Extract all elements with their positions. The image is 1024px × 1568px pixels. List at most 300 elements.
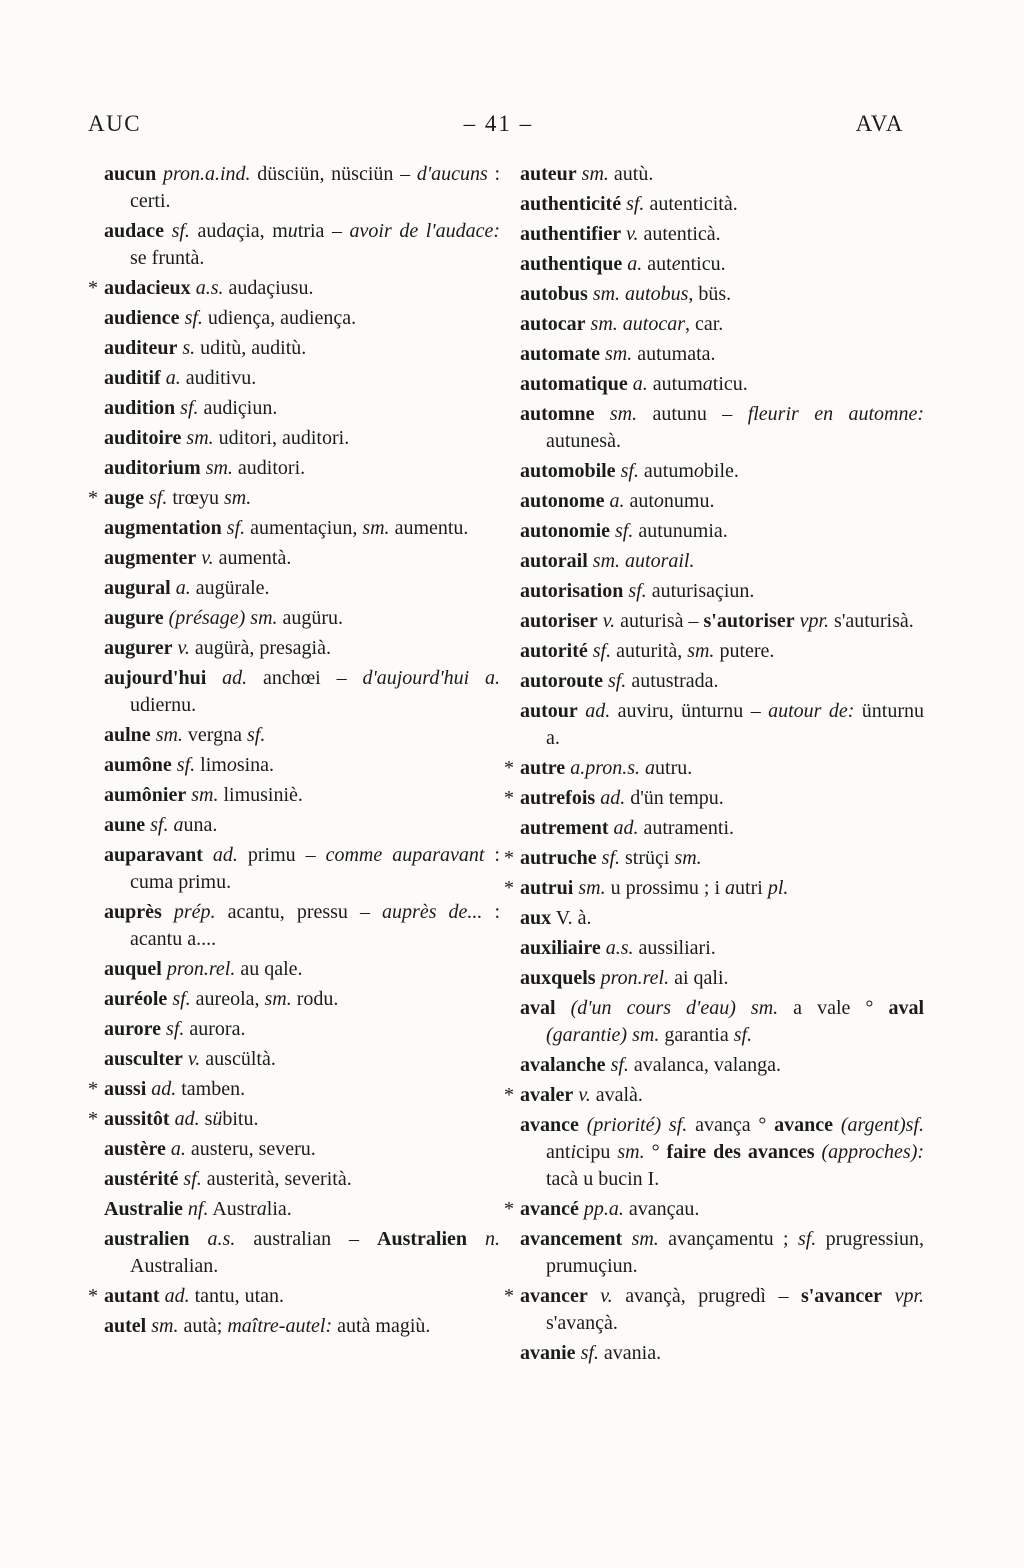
text-run: autà magiù. bbox=[332, 1315, 431, 1337]
text-run: aud bbox=[189, 220, 227, 242]
text-run: s. bbox=[182, 337, 196, 359]
text-run: a bbox=[725, 877, 736, 899]
dictionary-entry bbox=[104, 635, 500, 662]
text-run: (argent)sf. bbox=[840, 1114, 924, 1136]
text-run: ad. bbox=[212, 844, 238, 866]
text-run: sm. bbox=[592, 550, 621, 572]
text-run: s'avancer bbox=[800, 1285, 883, 1307]
dictionary-entry bbox=[504, 1082, 924, 1109]
text-run: lia. bbox=[266, 1198, 292, 1220]
text-run: avançà, prugredì – bbox=[612, 1285, 801, 1307]
text-run: nf. bbox=[187, 1198, 209, 1220]
text-run: autenticità. bbox=[644, 193, 738, 215]
text-run: aut bbox=[624, 490, 654, 512]
text-run: tacà u bucin I. bbox=[546, 1168, 660, 1190]
text-run: ad. bbox=[585, 700, 611, 722]
text-run: v. bbox=[602, 610, 616, 632]
text-run: bile. bbox=[703, 460, 739, 482]
text-run bbox=[164, 220, 172, 242]
text-run: avania. bbox=[598, 1342, 662, 1364]
dictionary-entry bbox=[104, 1313, 500, 1340]
dictionary-entry bbox=[104, 575, 500, 602]
dictionary-entry bbox=[504, 1196, 924, 1223]
dictionary-entry bbox=[104, 455, 500, 482]
text-run: autunu – bbox=[637, 403, 748, 425]
text-run: : cuma primu. bbox=[130, 844, 500, 893]
text-run: ad. bbox=[151, 1078, 177, 1100]
text-run: v. bbox=[600, 1285, 613, 1307]
dictionary-entry bbox=[520, 281, 924, 308]
text-run: sm. bbox=[205, 457, 233, 479]
text-run: avalà. bbox=[590, 1084, 643, 1106]
text-run: Austr bbox=[208, 1198, 257, 1220]
dictionary-entry bbox=[504, 1283, 925, 1337]
text-run: udiença, audiença. bbox=[202, 307, 357, 329]
text-run: sf. bbox=[184, 307, 203, 329]
text-run: sf. bbox=[620, 460, 639, 482]
dictionary-entry bbox=[520, 548, 924, 575]
text-run: a bbox=[256, 1198, 267, 1220]
text-run: o bbox=[653, 490, 664, 512]
text-run: a. bbox=[170, 1138, 186, 1160]
headword: audace bbox=[104, 220, 164, 242]
text-run: vergna bbox=[182, 724, 247, 746]
text-run: tamben. bbox=[176, 1078, 246, 1100]
text-run: aumentu. bbox=[389, 517, 469, 539]
dictionary-entry bbox=[104, 515, 500, 542]
headword: aucun bbox=[104, 163, 157, 185]
text-run: sf. bbox=[180, 397, 199, 419]
text-run: o bbox=[226, 754, 237, 776]
text-run: lim bbox=[195, 754, 227, 776]
dictionary-entry bbox=[104, 335, 500, 362]
text-run: a.s. bbox=[195, 277, 224, 299]
headword: automate bbox=[520, 343, 600, 365]
right-column bbox=[504, 161, 924, 1370]
text-run: sm. bbox=[604, 343, 633, 365]
headword: avancer bbox=[520, 1285, 588, 1307]
text-run: auditivu. bbox=[180, 367, 257, 389]
text-run: cipu bbox=[576, 1141, 618, 1163]
dictionary-entry bbox=[520, 995, 924, 1049]
headword: automobile bbox=[520, 460, 616, 482]
headword: aussi bbox=[104, 1078, 147, 1100]
headword: auditorium bbox=[104, 457, 201, 479]
text-run: vpr. bbox=[894, 1285, 925, 1307]
dictionary-entry bbox=[520, 488, 924, 515]
headword: auparavant bbox=[104, 844, 203, 866]
dictionary-entry bbox=[520, 341, 924, 368]
text-run: australian – bbox=[235, 1228, 378, 1250]
text-run: ant bbox=[546, 1141, 571, 1163]
text-run: , büs. bbox=[688, 283, 732, 305]
text-run: avançau. bbox=[623, 1198, 700, 1220]
text-run: auturisà – bbox=[615, 610, 704, 632]
text-run: sf. bbox=[797, 1228, 817, 1250]
headword: autorisation bbox=[520, 580, 624, 602]
text-run: se fruntà. bbox=[130, 247, 205, 269]
dictionary-entry bbox=[520, 191, 924, 218]
text-run: (garantie) sm. bbox=[546, 1024, 660, 1046]
text-run: a. bbox=[627, 253, 643, 275]
text-run: aut bbox=[642, 253, 672, 275]
text-run: bitu. bbox=[222, 1108, 259, 1130]
text-run: autobus bbox=[625, 283, 689, 305]
text-run: pron.a.ind. bbox=[162, 163, 251, 185]
star-marker: * bbox=[504, 787, 514, 809]
dictionary-entry bbox=[520, 935, 924, 962]
text-run: a.s. bbox=[605, 937, 634, 959]
text-run: : acantu a.... bbox=[130, 901, 501, 950]
headword: auxquels bbox=[520, 967, 596, 989]
text-run: sm. bbox=[151, 1315, 179, 1337]
star-marker: * bbox=[88, 277, 98, 299]
dictionary-entry bbox=[520, 668, 924, 695]
dictionary-entry bbox=[104, 1166, 500, 1193]
text-run: augüru. bbox=[277, 607, 344, 629]
headword: avaler bbox=[520, 1084, 574, 1106]
text-run: çia, m bbox=[236, 220, 288, 242]
text-run: ad. bbox=[600, 787, 626, 809]
text-run: sf. bbox=[628, 580, 647, 602]
headword: auréole bbox=[104, 988, 168, 1010]
dictionary-entry bbox=[104, 1046, 500, 1073]
headword: aumônier bbox=[104, 784, 187, 806]
dictionary-entry bbox=[520, 311, 924, 338]
dictionary-entry bbox=[520, 905, 924, 932]
text-run bbox=[206, 667, 222, 689]
headword: auquel bbox=[104, 958, 162, 980]
text-run: au qale. bbox=[235, 958, 303, 980]
text-run: sf. bbox=[580, 1342, 599, 1364]
dictionary-entry bbox=[104, 842, 500, 896]
dictionary-entry bbox=[520, 221, 924, 248]
text-run: una. bbox=[183, 814, 218, 836]
dictionary-entry bbox=[104, 899, 500, 953]
headword: authentique bbox=[520, 253, 623, 275]
headword: audition bbox=[104, 397, 176, 419]
text-run: sf. bbox=[150, 814, 169, 836]
text-run: sf. bbox=[246, 724, 266, 746]
text-run: a bbox=[702, 373, 713, 395]
text-run: s bbox=[199, 1108, 213, 1130]
text-run: V. à. bbox=[551, 907, 592, 929]
text-run: nticu. bbox=[680, 253, 726, 275]
text-run: sm. bbox=[578, 877, 606, 899]
dictionary-entry bbox=[104, 218, 500, 272]
text-run: avançamentu ; bbox=[658, 1228, 798, 1250]
text-run: sf. bbox=[601, 847, 621, 869]
text-run: sm. bbox=[631, 1228, 659, 1250]
text-run: sf. bbox=[592, 640, 612, 662]
dictionary-entry bbox=[104, 752, 500, 779]
text-run: a.pron.s. bbox=[570, 757, 641, 779]
text-run: autustrada. bbox=[626, 670, 719, 692]
text-run: sm. bbox=[186, 427, 214, 449]
headword: avanie bbox=[520, 1342, 576, 1364]
star-marker: * bbox=[504, 1285, 514, 1307]
text-run: sf. bbox=[615, 520, 634, 542]
headword: autorité bbox=[520, 640, 588, 662]
dictionary-entry bbox=[104, 395, 500, 422]
text-run: sf. bbox=[626, 193, 645, 215]
text-run: aureola, bbox=[190, 988, 265, 1010]
text-run: aval bbox=[888, 997, 925, 1019]
text-run: aumentaçiun, bbox=[245, 517, 363, 539]
text-run bbox=[622, 1228, 631, 1250]
text-run: a bbox=[645, 757, 656, 779]
text-run bbox=[190, 1228, 208, 1250]
text-run: autenticà. bbox=[638, 223, 721, 245]
text-run: sm. bbox=[674, 847, 702, 869]
text-run: u pr bbox=[605, 877, 643, 899]
text-run: utru. bbox=[655, 757, 693, 779]
text-run: autù. bbox=[608, 163, 654, 185]
text-run: primu – bbox=[237, 844, 326, 866]
headword: auteur bbox=[520, 163, 577, 185]
dictionary-entry bbox=[88, 275, 500, 302]
text-run: Australien bbox=[377, 1228, 468, 1250]
text-run: autramenti. bbox=[638, 817, 735, 839]
text-run: ü bbox=[212, 1108, 223, 1130]
text-run: garantia bbox=[659, 1024, 734, 1046]
text-run: augürale. bbox=[190, 577, 270, 599]
text-run: sf. bbox=[183, 1168, 202, 1190]
dictionary-entry bbox=[104, 1136, 500, 1163]
headword: avancé bbox=[520, 1198, 579, 1220]
text-run: ticu. bbox=[712, 373, 748, 395]
text-run: audiçiun. bbox=[198, 397, 278, 419]
text-run: autour de: bbox=[768, 700, 855, 722]
text-run: uditù, auditù. bbox=[195, 337, 307, 359]
text-run: prép. bbox=[173, 901, 216, 923]
dictionary-entry bbox=[520, 458, 924, 485]
text-columns bbox=[0, 135, 1024, 1370]
text-run: fleurir en automne: bbox=[747, 403, 924, 425]
dictionary-entry bbox=[104, 722, 500, 749]
text-run: auturisaçiun. bbox=[646, 580, 755, 602]
text-run: a bbox=[173, 814, 184, 836]
left-column bbox=[88, 161, 500, 1343]
headword: autobus bbox=[520, 283, 588, 305]
dictionary-entry bbox=[520, 401, 924, 455]
text-run: s'autoriser bbox=[703, 610, 795, 632]
text-run: autunesà. bbox=[546, 430, 621, 452]
headword: authenticité bbox=[520, 193, 622, 215]
dictionary-entry bbox=[104, 365, 500, 392]
headword: authentifier bbox=[520, 223, 622, 245]
text-run: ad. bbox=[174, 1108, 200, 1130]
headword: austérité bbox=[104, 1168, 179, 1190]
text-run: a. bbox=[165, 367, 181, 389]
dictionary-entry bbox=[104, 605, 500, 632]
text-run: düsciün, nüsciün – bbox=[250, 163, 417, 185]
dictionary-entry bbox=[520, 578, 924, 605]
headword: australien bbox=[104, 1228, 190, 1250]
text-run: u bbox=[287, 220, 298, 242]
headword: augmentation bbox=[104, 517, 222, 539]
text-run: limusiniè. bbox=[218, 784, 303, 806]
headword: augural bbox=[104, 577, 171, 599]
text-run: sf. bbox=[607, 670, 627, 692]
text-run: a. bbox=[632, 373, 648, 395]
text-run: pp.a. bbox=[583, 1198, 624, 1220]
text-run: auprès de... bbox=[382, 901, 483, 923]
star-marker: * bbox=[504, 1198, 514, 1220]
star-marker: * bbox=[504, 847, 514, 869]
headword: automne bbox=[520, 403, 595, 425]
text-run: rodu. bbox=[291, 988, 339, 1010]
text-run: sf. bbox=[226, 517, 246, 539]
text-run: v. bbox=[177, 637, 190, 659]
dictionary-entry bbox=[104, 545, 500, 572]
headword: avalanche bbox=[520, 1054, 606, 1076]
dictionary-entry bbox=[88, 485, 500, 512]
text-run: v. bbox=[578, 1084, 591, 1106]
dictionary-entry bbox=[520, 161, 924, 188]
dictionary-entry bbox=[104, 782, 500, 809]
headword: auditif bbox=[104, 367, 161, 389]
headword: autrement bbox=[520, 817, 609, 839]
page-header bbox=[0, 0, 1024, 135]
text-run: sm. bbox=[191, 784, 219, 806]
text-run: sf. bbox=[171, 220, 190, 242]
text-run: pron.rel. bbox=[166, 958, 236, 980]
dictionary-entry bbox=[104, 986, 500, 1013]
dictionary-entry bbox=[504, 845, 924, 872]
star-marker: * bbox=[504, 877, 514, 899]
headword: aune bbox=[104, 814, 146, 836]
text-run: (priorité) sf. bbox=[586, 1114, 688, 1136]
text-run: sf. bbox=[176, 754, 196, 776]
text-run bbox=[833, 1114, 841, 1136]
text-run: trœyu bbox=[167, 487, 225, 509]
text-run: autum bbox=[638, 460, 694, 482]
text-run: austerità, severità. bbox=[201, 1168, 352, 1190]
text-run: sf. bbox=[166, 1018, 185, 1040]
star-marker: * bbox=[88, 487, 98, 509]
dictionary-entry bbox=[104, 665, 500, 719]
dictionary-entry bbox=[520, 965, 924, 992]
text-run: auditori. bbox=[232, 457, 306, 479]
text-run: ° bbox=[644, 1141, 667, 1163]
star-marker: * bbox=[504, 1084, 514, 1106]
headword: ausculter bbox=[104, 1048, 183, 1070]
headword: audience bbox=[104, 307, 180, 329]
text-run: autum bbox=[647, 373, 703, 395]
headword: aussitôt bbox=[104, 1108, 170, 1130]
text-run: ad. bbox=[222, 667, 248, 689]
dictionary-entry bbox=[520, 1112, 924, 1193]
text-run: aurora. bbox=[184, 1018, 246, 1040]
text-run bbox=[469, 667, 485, 689]
headword: auditeur bbox=[104, 337, 178, 359]
text-run bbox=[588, 1285, 601, 1307]
text-run: sm. bbox=[592, 283, 621, 305]
star-marker: * bbox=[504, 757, 514, 779]
headword: autruche bbox=[520, 847, 597, 869]
dictionary-entry bbox=[520, 608, 924, 635]
headword: aval bbox=[520, 997, 556, 1019]
text-run: Australian. bbox=[130, 1255, 219, 1277]
text-run: autumata. bbox=[632, 343, 716, 365]
dictionary-entry bbox=[520, 698, 924, 752]
text-run: ssimu ; i bbox=[652, 877, 726, 899]
headword: autre bbox=[520, 757, 566, 779]
text-run: uditori, auditori. bbox=[213, 427, 350, 449]
text-run: sm. bbox=[590, 313, 618, 335]
text-run: v. bbox=[626, 223, 639, 245]
text-run: audaçiusu. bbox=[223, 277, 314, 299]
text-run: ünturnu a. bbox=[546, 700, 925, 749]
dictionary-entry bbox=[88, 1106, 500, 1133]
text-run: tantu, utan. bbox=[189, 1285, 285, 1307]
guide-word-right: AVA bbox=[855, 111, 904, 136]
dictionary-entry bbox=[104, 425, 500, 452]
text-run: sf. bbox=[172, 988, 191, 1010]
text-run: putere. bbox=[714, 640, 775, 662]
headword: auge bbox=[104, 487, 144, 509]
text-run: d'aujourd'hui bbox=[362, 667, 470, 689]
text-run: o bbox=[693, 460, 704, 482]
dictionary-entry bbox=[520, 371, 924, 398]
text-run: avança ° bbox=[687, 1114, 775, 1136]
headword: autel bbox=[104, 1315, 147, 1337]
headword: autoriser bbox=[520, 610, 598, 632]
text-run: sm. bbox=[224, 487, 252, 509]
star-marker: * bbox=[88, 1078, 98, 1100]
text-run: sm. bbox=[155, 724, 183, 746]
text-run: sm. bbox=[609, 403, 638, 425]
text-run: comme auparavant bbox=[325, 844, 485, 866]
guide-word-left: AUC bbox=[88, 111, 142, 136]
headword: aujourd'hui bbox=[104, 667, 207, 689]
text-run: ad. bbox=[164, 1285, 190, 1307]
headword: autour bbox=[520, 700, 578, 722]
text-run: , car. bbox=[685, 313, 724, 335]
text-run: pron.rel. bbox=[600, 967, 670, 989]
text-run: a. bbox=[175, 577, 191, 599]
text-run: o bbox=[642, 877, 653, 899]
headword: aurore bbox=[104, 1018, 162, 1040]
dictionary-entry bbox=[520, 1340, 924, 1367]
dictionary-entry bbox=[520, 638, 924, 665]
text-run: auturità, bbox=[611, 640, 688, 662]
headword: aumône bbox=[104, 754, 172, 776]
dictionary-entry bbox=[104, 812, 500, 839]
text-run: i bbox=[570, 1141, 576, 1163]
dictionary-entry bbox=[520, 1226, 924, 1280]
star-marker: * bbox=[88, 1108, 98, 1130]
text-run: s'avançà. bbox=[546, 1312, 618, 1334]
text-run: vpr. bbox=[799, 610, 830, 632]
text-run: augürà, presagià. bbox=[189, 637, 331, 659]
text-run: aussiliari. bbox=[633, 937, 716, 959]
headword: augure bbox=[104, 607, 164, 629]
page-number: – 41 – bbox=[463, 111, 534, 136]
text-run: prugressiun, prumuçiun. bbox=[546, 1228, 924, 1277]
text-run: sm. bbox=[581, 163, 609, 185]
headword: Australie bbox=[104, 1198, 183, 1220]
text-run: autorail. bbox=[625, 550, 695, 572]
dictionary-entry bbox=[104, 1226, 500, 1280]
dictionary-entry bbox=[104, 1016, 500, 1043]
dictionary-entry bbox=[104, 305, 500, 332]
text-run: pl. bbox=[767, 877, 789, 899]
headword: autocar bbox=[520, 313, 586, 335]
text-run: avance bbox=[774, 1114, 834, 1136]
text-run: sm. bbox=[687, 640, 715, 662]
